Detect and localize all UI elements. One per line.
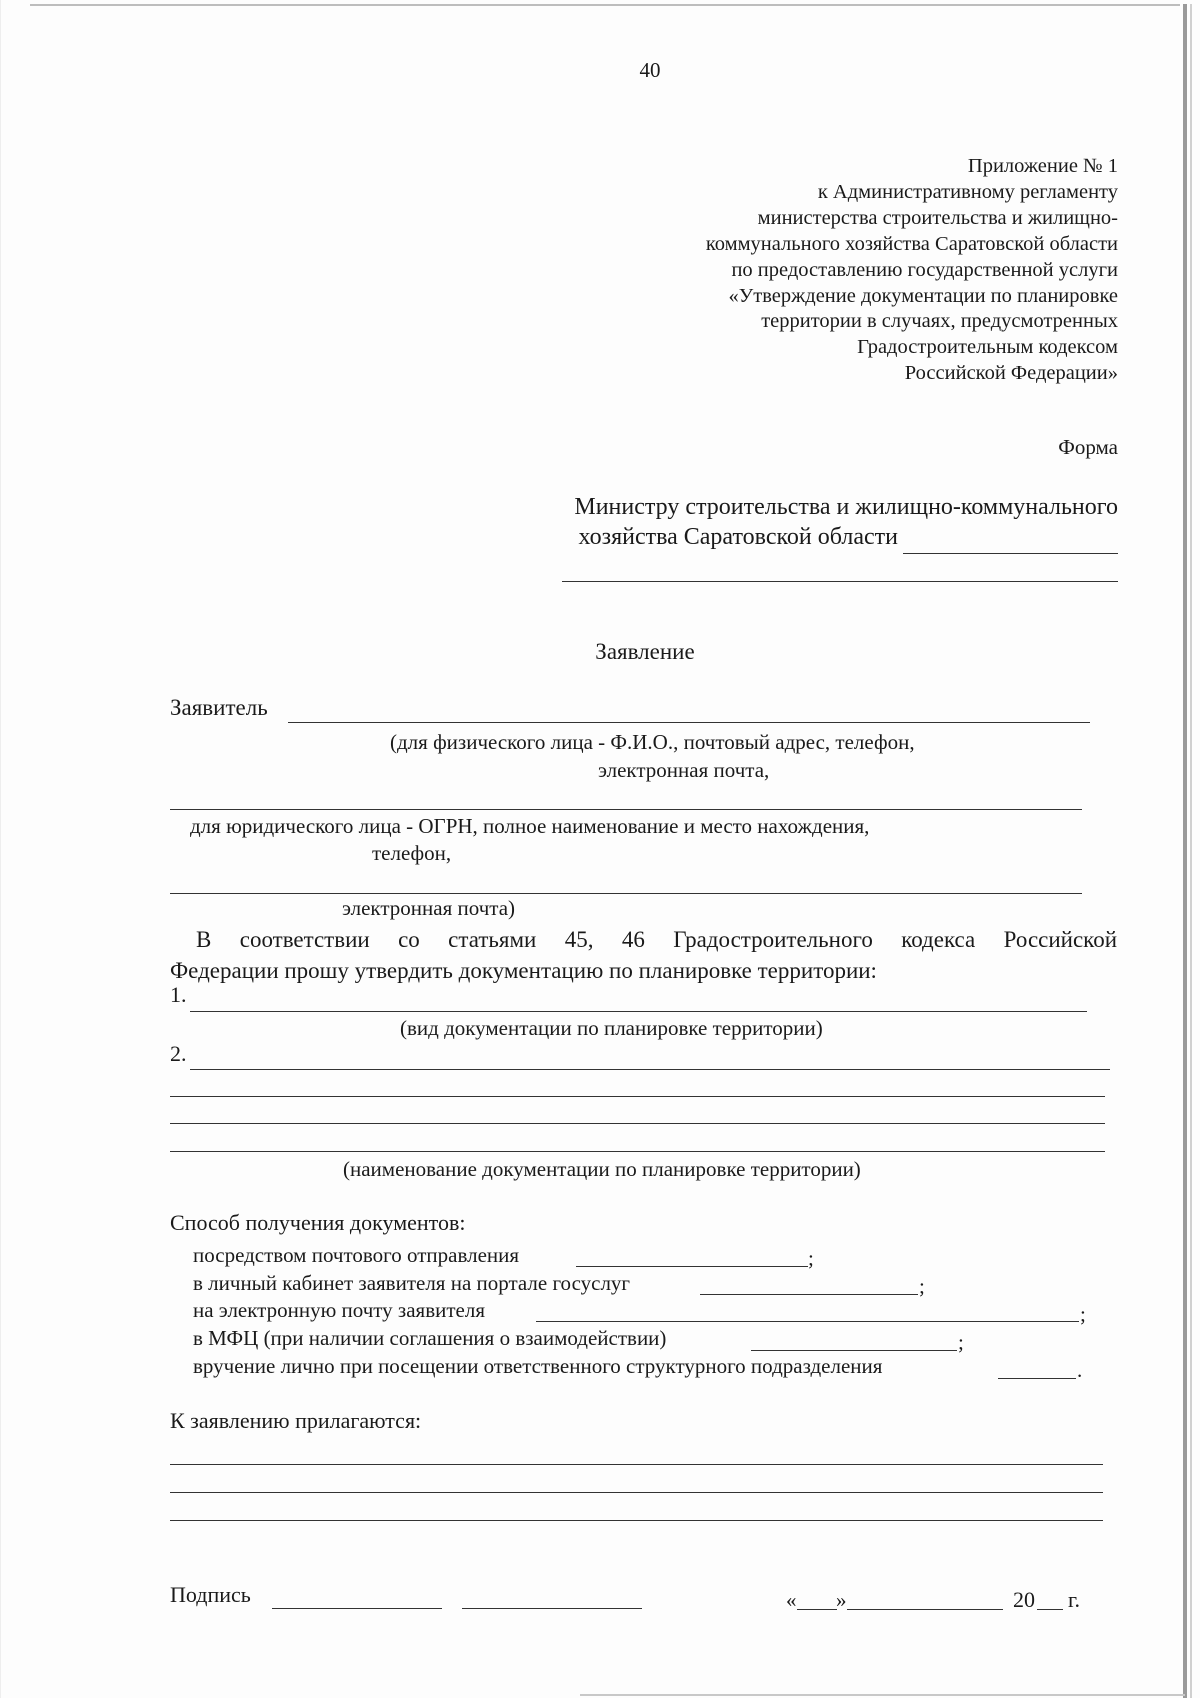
delivery-option-mfc-end: ; bbox=[958, 1330, 964, 1354]
appendix-line: территории в случаях, предусмотренных bbox=[761, 310, 1118, 333]
applicant-hint-phone: телефон, bbox=[372, 841, 452, 865]
addressee-line-2: хозяйства Саратовской области bbox=[578, 524, 898, 550]
scan-edge-right-inner bbox=[1190, 4, 1192, 1698]
attachments-title: К заявлению прилагаются: bbox=[170, 1408, 422, 1433]
form-label: Форма bbox=[1058, 435, 1118, 459]
document-title: Заявление bbox=[595, 639, 695, 664]
doc-item-2-field-4[interactable] bbox=[170, 1151, 1105, 1152]
date-month-field[interactable] bbox=[847, 1609, 1003, 1610]
delivery-option-mfc-field[interactable] bbox=[751, 1350, 957, 1351]
attachments-field-2[interactable] bbox=[170, 1492, 1103, 1493]
date-day-field[interactable] bbox=[797, 1609, 837, 1610]
signature-name-field[interactable] bbox=[462, 1608, 642, 1609]
applicant-field[interactable] bbox=[288, 722, 1090, 723]
applicant-hint-legal: для юридического лица - ОГРН, полное наименование и место нахождения, bbox=[190, 814, 870, 838]
scan-edge-left bbox=[0, 0, 1, 1698]
addressee-block bbox=[574, 492, 1118, 552]
appendix-header bbox=[706, 154, 1118, 387]
date-quote-close: » bbox=[836, 1588, 847, 1612]
delivery-option-post: посредством почтового отправления bbox=[193, 1243, 520, 1267]
attachments-field-1[interactable] bbox=[170, 1464, 1103, 1465]
doc-item-2-number: 2. bbox=[170, 1041, 187, 1066]
appendix-line: по предоставлению государственной услуги bbox=[731, 258, 1118, 281]
applicant-hint-individual: (для физического лица - Ф.И.О., почтовый адрес, телефон, bbox=[390, 730, 915, 754]
addressee-line-1: Министру строительства и жилищно-коммунального bbox=[574, 494, 1118, 520]
appendix-line: «Утверждение документации по планировке bbox=[728, 284, 1118, 307]
delivery-option-in-person-end: . bbox=[1077, 1358, 1083, 1382]
date-quote-open: « bbox=[786, 1588, 797, 1612]
applicant-field-3[interactable] bbox=[170, 893, 1082, 894]
addressee-extra-field[interactable] bbox=[562, 581, 1118, 582]
date-year-prefix: 20 bbox=[1013, 1587, 1035, 1612]
delivery-option-email-field[interactable] bbox=[536, 1321, 1079, 1322]
doc-item-1-number: 1. bbox=[170, 982, 187, 1007]
appendix-line: коммунального хозяйства Саратовской области bbox=[705, 232, 1118, 255]
scan-edge-top bbox=[30, 4, 1180, 6]
doc-item-1-hint: (вид документации по планировке территории) bbox=[400, 1016, 823, 1040]
delivery-option-email-end: ; bbox=[1080, 1302, 1086, 1326]
delivery-title: Способ получения документов: bbox=[170, 1210, 466, 1235]
applicant-field-2[interactable] bbox=[170, 809, 1082, 810]
appendix-line: Градостроительным кодексом bbox=[857, 336, 1118, 359]
request-line-2: Федерации прошу утвердить документацию по планировке территории: bbox=[170, 958, 877, 983]
doc-item-1-field[interactable] bbox=[190, 1011, 1087, 1012]
doc-item-2-field-3[interactable] bbox=[170, 1123, 1105, 1124]
signature-label: Подпись bbox=[170, 1582, 251, 1607]
delivery-option-post-field[interactable] bbox=[576, 1266, 808, 1267]
appendix-line: Приложение № 1 bbox=[967, 155, 1118, 177]
date-year-field[interactable] bbox=[1037, 1609, 1063, 1610]
doc-item-2-field-2[interactable] bbox=[170, 1096, 1105, 1097]
applicant-hint-email-2: электронная почта) bbox=[342, 896, 516, 920]
delivery-option-in-person: вручение лично при посещении ответственного структурного подразделения bbox=[193, 1354, 883, 1378]
page-number: 40 bbox=[639, 58, 661, 82]
scan-edge-right bbox=[1183, 4, 1187, 1698]
appendix-line: к Административному регламенту bbox=[817, 180, 1118, 203]
delivery-option-post-end: ; bbox=[808, 1246, 814, 1270]
addressee-name-field[interactable] bbox=[903, 553, 1118, 554]
attachments-field-3[interactable] bbox=[170, 1520, 1103, 1521]
applicant-label: Заявитель bbox=[170, 695, 268, 720]
applicant-hint-email: электронная почта, bbox=[598, 758, 770, 782]
date-year-suffix: г. bbox=[1068, 1587, 1081, 1612]
doc-item-2-hint: (наименование документации по планировке территории) bbox=[343, 1157, 861, 1181]
scan-edge-bottom bbox=[580, 1694, 1185, 1696]
delivery-option-portal-end: ; bbox=[919, 1274, 925, 1298]
delivery-option-portal-field[interactable] bbox=[700, 1294, 918, 1295]
request-line-1: В соответствии со статьями 45, 46 Градостроительного кодекса Российской bbox=[196, 927, 1117, 952]
appendix-line: министерства строительства и жилищно- bbox=[757, 206, 1118, 229]
delivery-option-in-person-field[interactable] bbox=[998, 1378, 1076, 1379]
delivery-option-mfc: в МФЦ (при наличии соглашения о взаимодействии) bbox=[193, 1326, 667, 1350]
signature-field[interactable] bbox=[272, 1608, 442, 1609]
doc-item-2-field[interactable] bbox=[190, 1069, 1110, 1070]
delivery-option-email: на электронную почту заявителя bbox=[193, 1298, 485, 1322]
appendix-line: Российской Федерации» bbox=[904, 362, 1118, 385]
delivery-option-portal: в личный кабинет заявителя на портале госуслуг bbox=[193, 1271, 631, 1295]
